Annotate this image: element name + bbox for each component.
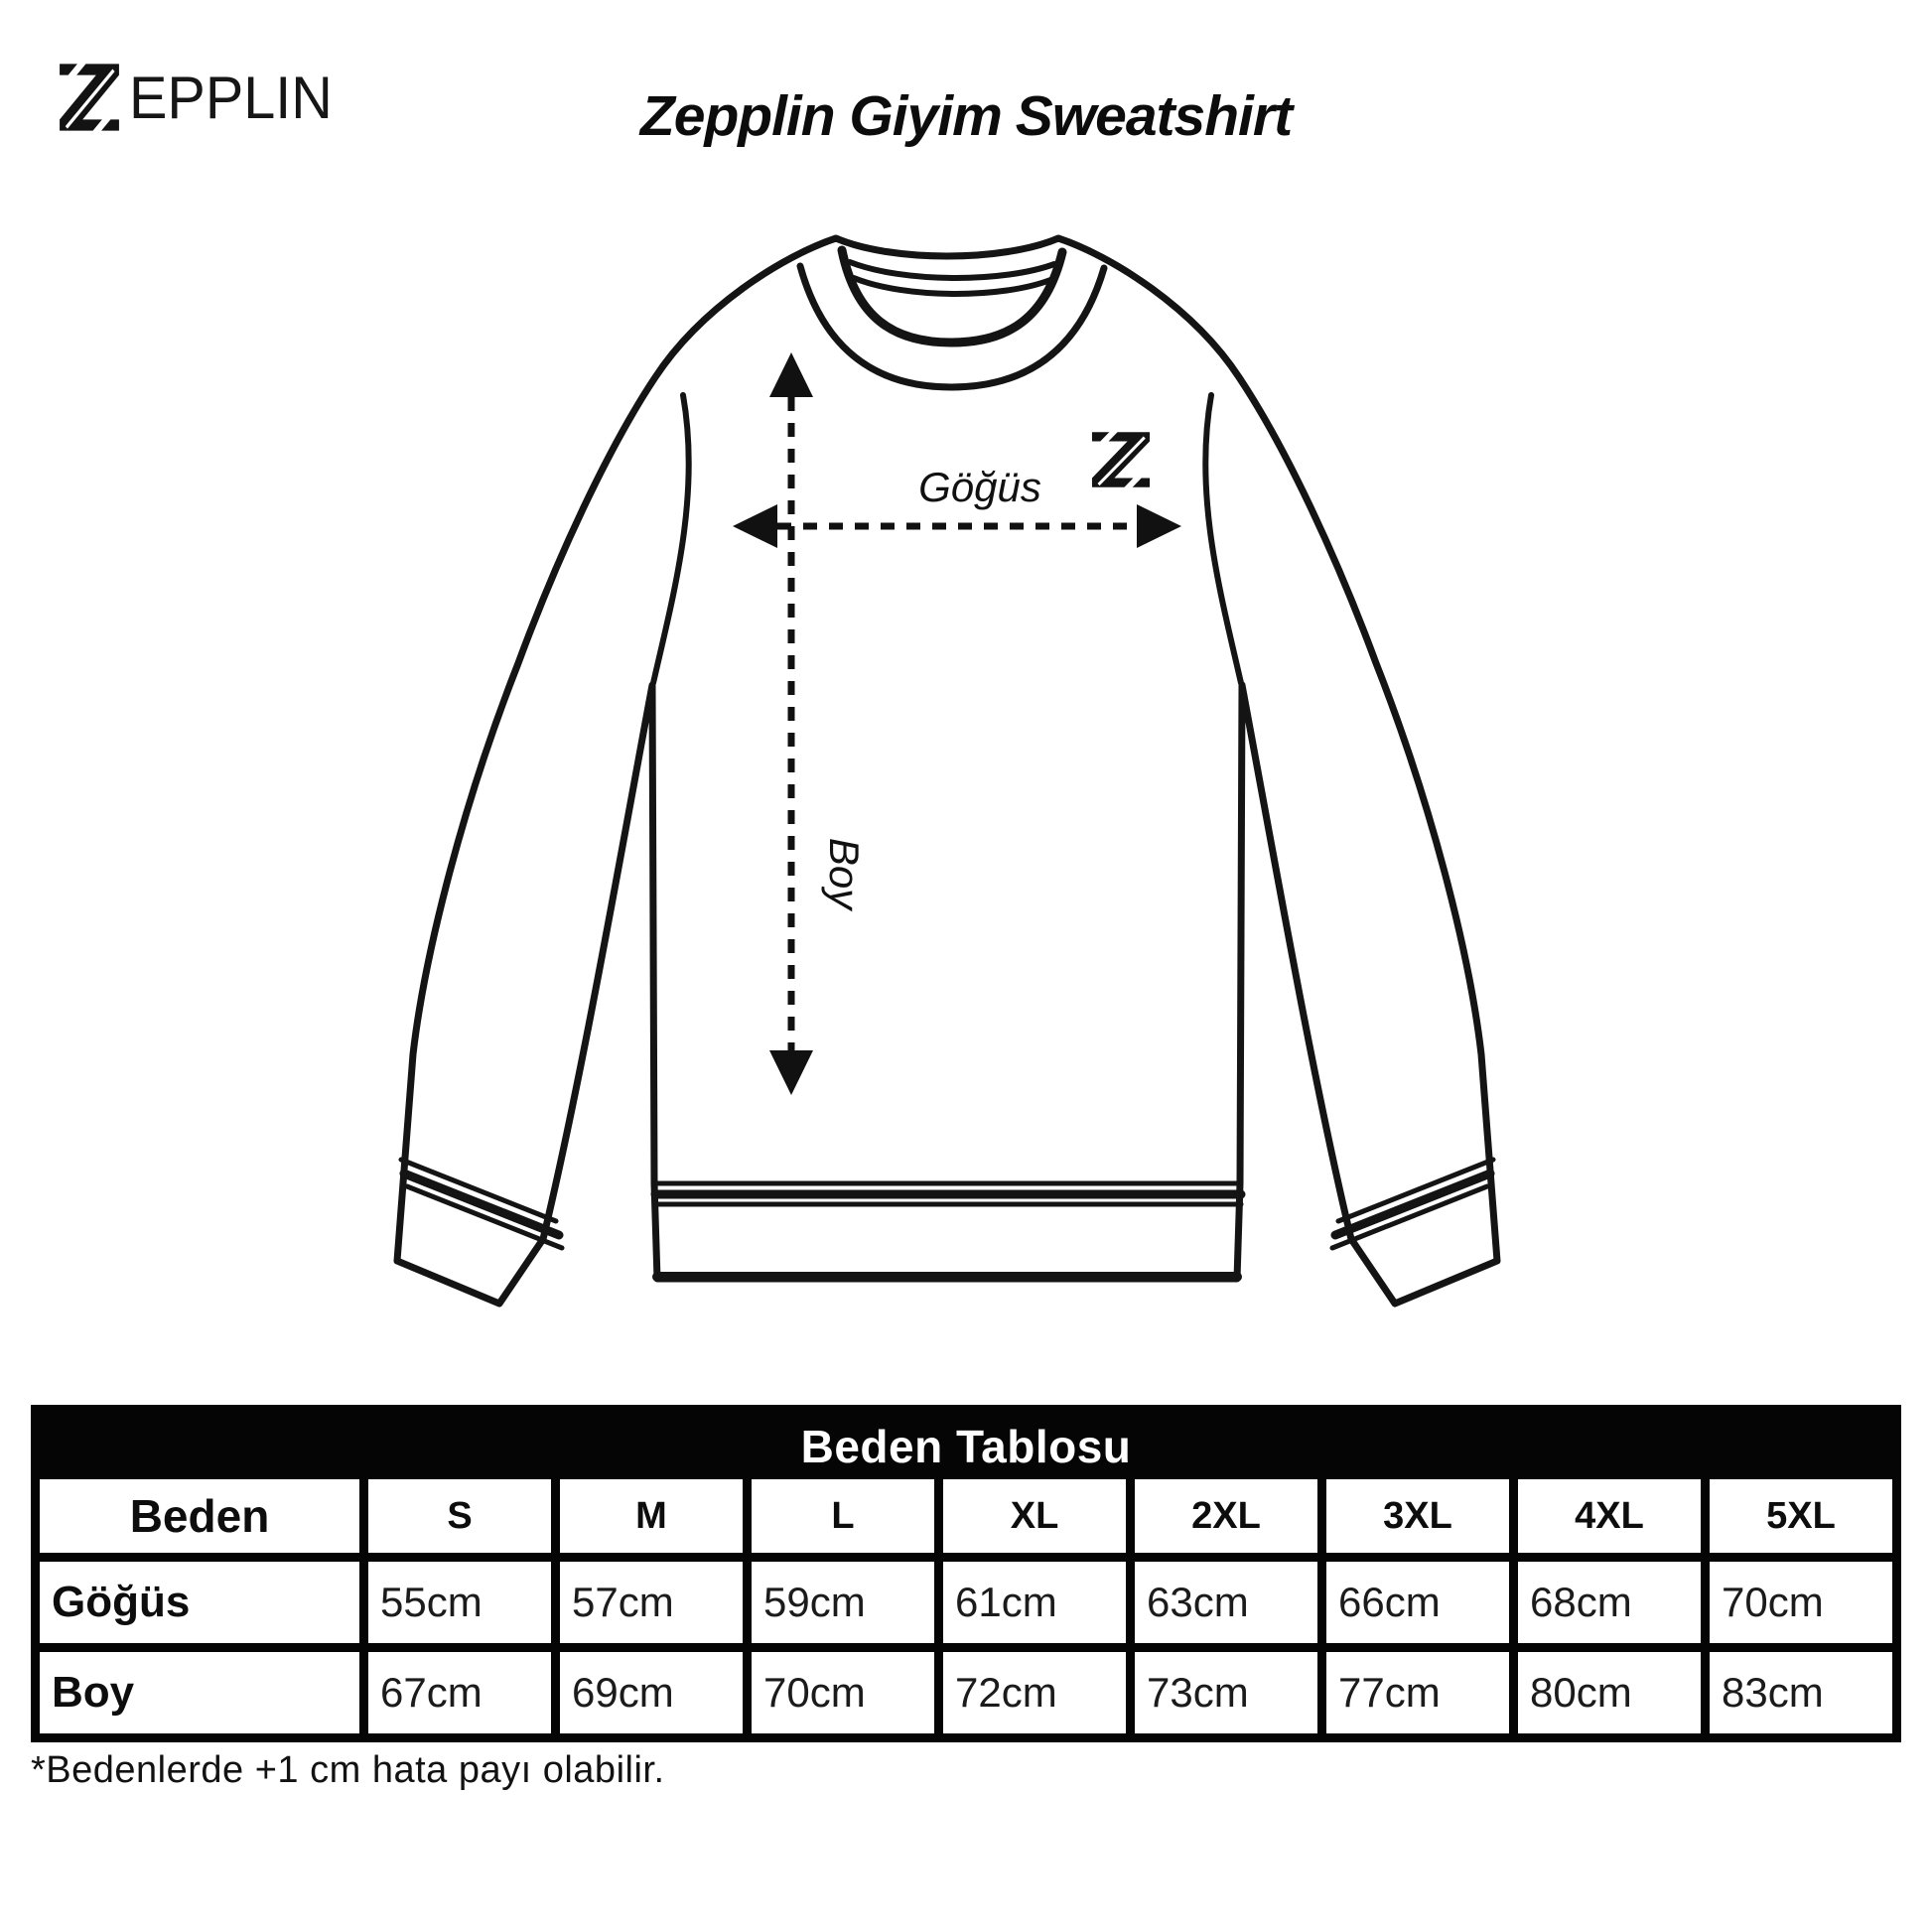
table-cell-chest-5xl: 70cm [1710, 1562, 1892, 1643]
table-row-label-length: Boy [40, 1652, 359, 1733]
table-cell-length-l: 70cm [752, 1652, 934, 1733]
page-title-product: Sweatshirt [1015, 84, 1293, 148]
brand-logo-text: EPPLIN [129, 64, 333, 131]
size-table [31, 1405, 1901, 1742]
table-header-size-5xl: 5XL [1710, 1479, 1892, 1553]
table-cell-chest-m: 57cm [560, 1562, 743, 1643]
table-cell-length-4xl: 80cm [1518, 1652, 1701, 1733]
table-header-size-m: M [560, 1479, 743, 1553]
table-header-size-2xl: 2XL [1135, 1479, 1317, 1553]
table-header-size-3xl: 3XL [1326, 1479, 1509, 1553]
table-header-size-xl: XL [943, 1479, 1126, 1553]
table-cell-length-5xl: 83cm [1710, 1652, 1892, 1733]
chest-measure-label: Göğüs [918, 464, 1041, 510]
table-header-size-4xl: 4XL [1518, 1479, 1701, 1553]
table-cell-length-2xl: 73cm [1135, 1652, 1317, 1733]
table-cell-chest-s: 55cm [368, 1562, 551, 1643]
table-header-size-l: L [752, 1479, 934, 1553]
size-table-grid [40, 1479, 1892, 1733]
table-cell-length-xl: 72cm [943, 1652, 1126, 1733]
table-cell-length-3xl: 77cm [1326, 1652, 1509, 1733]
table-cell-chest-3xl: 66cm [1326, 1562, 1509, 1643]
table-cell-length-s: 67cm [368, 1652, 551, 1733]
table-header-size-s: S [368, 1479, 551, 1553]
table-cell-chest-l: 59cm [752, 1562, 934, 1643]
table-row-label-chest: Göğüs [40, 1562, 359, 1643]
table-cell-chest-4xl: 68cm [1518, 1562, 1701, 1643]
table-cell-chest-xl: 61cm [943, 1562, 1126, 1643]
sweatshirt-outline [397, 238, 1497, 1304]
table-cell-chest-2xl: 63cm [1135, 1562, 1317, 1643]
size-table-title: Beden Tablosu [800, 1421, 1132, 1472]
table-cell-length-m: 69cm [560, 1652, 743, 1733]
table-header-beden: Beden [40, 1479, 359, 1553]
size-tolerance-note: *Bedenlerde +1 cm hata payı olabilir. [31, 1749, 665, 1791]
length-measure-label: Boy [821, 837, 868, 910]
page-title-brand: Zepplin Giyim [639, 84, 1002, 148]
